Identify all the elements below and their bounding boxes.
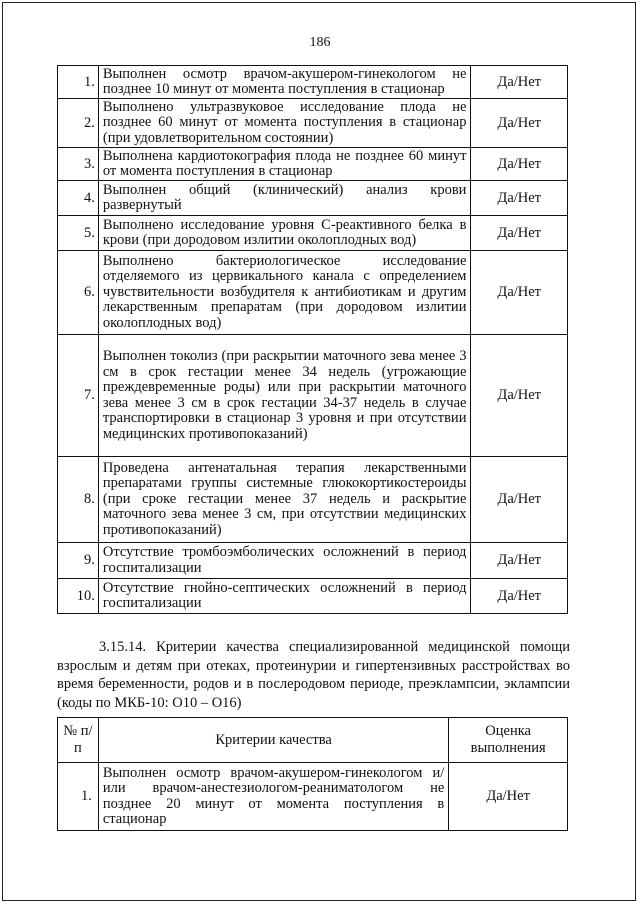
evaluation-cell: Да/Нет [449,763,568,831]
table-row [58,66,568,99]
criterion-text: Выполнено бактериологическое исследование отделяемого из цервикального канала с определением чувствительности возбудителя к антибиотикам и другим лекарственным препаратам (при дородовом излитии околоплодных вод) [98,251,471,335]
row-number: 10. [58,579,99,614]
criterion-text: Проведена антенатальная терапия лекарственными препаратами группы системные глюкокортикостероиды (при сроке гестации менее 37 недель и раскрытие маточного зева менее 3 см, при отсутствии медицинских противопоказаний) [98,457,471,543]
row-number: 6. [58,251,99,335]
table-row [58,543,568,579]
criterion-text: Выполнена кардиотокография плода не позднее 60 минут от момента поступления в стационар [98,148,471,181]
evaluation-cell: Да/Нет [471,99,568,148]
table-row [58,99,568,148]
criterion-text: Выполнен осмотр врачом-акушером-гинекологом не позднее 10 минут от момента поступления в стационар [98,66,471,99]
evaluation-cell: Да/Нет [471,251,568,335]
row-number: 1. [58,763,99,831]
table-row [58,181,568,216]
criterion-text: Выполнено ультразвуковое исследование плода не позднее 60 минут от момента поступления в стационар (при удовлетворительном состоянии) [98,99,471,148]
table-row [58,216,568,251]
header-criteria: Критерии качества [98,718,448,763]
criterion-text: Отсутствие гнойно-септических осложнений в период госпитализации [98,579,471,614]
evaluation-cell: Да/Нет [471,148,568,181]
criterion-text: Выполнено исследование уровня С-реактивного белка в крови (при дородовом излитии околоплодных вод) [98,216,471,251]
criterion-text: Выполнен осмотр врачом-акушером-гинекологом и/или врачом-анестезиологом-реаниматологом не позднее 20 минут от момента поступления в стационар [98,763,448,831]
row-number: 4. [58,181,99,216]
row-number: 3. [58,148,99,181]
section-heading-paragraph: 3.15.14. Критерии качества специализированной медицинской помощи взрослым и детям при отеках, протеинурии и гипертензивных расстройствах во время беременности, родов и в послеродовом периоде, преэклампсии, эклампсии (коды по МКБ-10: O10 – O16) [57,639,570,711]
criteria-table-1 [57,65,568,614]
row-number: 1. [58,66,99,99]
criteria-table-2 [57,717,568,831]
row-number: 7. [58,335,99,457]
table-row [58,335,568,457]
header-number: № п/п [58,718,99,763]
evaluation-cell: Да/Нет [471,457,568,543]
table-row [58,457,568,543]
criterion-text: Отсутствие тромбоэмболических осложнений в период госпитализации [98,543,471,579]
table-row [58,251,568,335]
table-row [58,763,568,831]
criterion-text: Выполнен токолиз (при раскрытии маточного зева менее 3 см в срок гестации менее 34 недель (угрожающие преждевременные роды) или при раскрытии маточного зева менее 3 см в срок гестации 34-37 недель в случае транспортировки в стационар 3 уровня и при отсутствии медицинских противопоказаний) [98,335,471,457]
evaluation-cell: Да/Нет [471,216,568,251]
evaluation-cell: Да/Нет [471,66,568,99]
row-number: 8. [58,457,99,543]
row-number: 2. [58,99,99,148]
table-row [58,579,568,614]
evaluation-cell: Да/Нет [471,579,568,614]
table-header-row [58,718,568,763]
evaluation-cell: Да/Нет [471,335,568,457]
table-row [58,148,568,181]
page-number: 186 [309,35,331,50]
evaluation-cell: Да/Нет [471,543,568,579]
header-evaluation: Оценка выполнения [449,718,568,763]
criterion-text: Выполнен общий (клинический) анализ крови развернутый [98,181,471,216]
evaluation-cell: Да/Нет [471,181,568,216]
row-number: 5. [58,216,99,251]
row-number: 9. [58,543,99,579]
